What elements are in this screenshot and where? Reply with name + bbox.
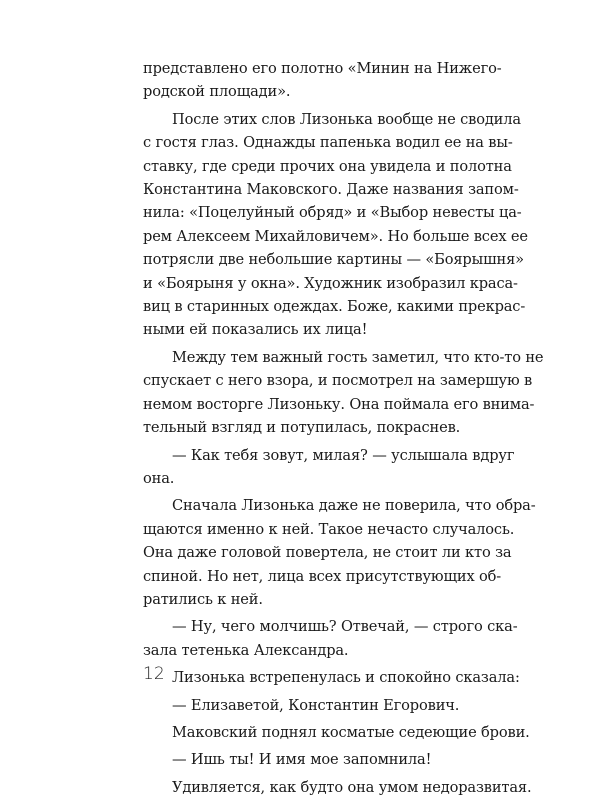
text-line: нила: «Поцелуйный обряд» и «Выбор невесты ца- bbox=[143, 204, 522, 222]
text-line: ными ей показались их лица! bbox=[143, 321, 368, 339]
paragraph bbox=[143, 666, 520, 689]
paragraph bbox=[143, 444, 515, 491]
text-line: — Ишь ты! И имя мое запомнила! bbox=[172, 751, 432, 769]
paragraph bbox=[143, 108, 528, 342]
book-page-text bbox=[143, 57, 544, 803]
text-line: После этих слов Лизонька вообще не сводила bbox=[172, 110, 521, 128]
text-line: представлено его полотно «Минин на Нижего- bbox=[143, 60, 502, 77]
text-line: Маковский поднял косматые седеющие брови. bbox=[172, 723, 530, 741]
text-line: Она даже головой повертела, не стоит ли кто за bbox=[143, 544, 512, 562]
paragraph bbox=[143, 748, 487, 771]
paragraph bbox=[143, 615, 518, 662]
paragraph bbox=[143, 776, 532, 799]
text-line: с гостя глаз. Однажды папенька водил ее на вы- bbox=[143, 134, 513, 152]
paragraph bbox=[143, 694, 487, 717]
paragraph bbox=[143, 57, 502, 104]
text-line: ставку, где среди прочих она увидела и полотна bbox=[143, 157, 512, 175]
text-line: потрясли две небольшие картины — «Боярышня» bbox=[143, 251, 524, 269]
text-line: спускает с него взора, и посмотрел на замершую в bbox=[143, 372, 533, 390]
text-line: ратились к ней. bbox=[143, 590, 263, 608]
text-line: — Как тебя зовут, милая? — услышала вдруг bbox=[172, 446, 515, 464]
text-line: немом восторге Лизоньку. Она поймала его внима- bbox=[143, 395, 535, 413]
text-line: Константина Маковского. Даже названия запом- bbox=[143, 181, 519, 199]
paragraph bbox=[143, 721, 530, 744]
text-line: Между тем важный гость заметил, что кто-то не bbox=[172, 348, 544, 366]
text-line: рем Алексеем Михайловичем». Но больше всех ее bbox=[143, 227, 528, 245]
paragraph bbox=[143, 346, 544, 440]
page-number: 12 bbox=[143, 664, 165, 684]
text-line: — Ну, чего молчишь? Отвечай, — строго ска- bbox=[172, 618, 518, 636]
text-line: она. bbox=[143, 469, 175, 487]
text-line: спиной. Но нет, лица всех присутствующих об- bbox=[143, 567, 502, 585]
text-line: щаются именно к ней. Такое нечасто случалось. bbox=[143, 520, 515, 538]
text-line: Сначала Лизонька даже не поверила, что обра- bbox=[172, 497, 536, 515]
text-line: и «Боярыня у окна». Художник изобразил краса- bbox=[143, 274, 518, 292]
paragraph bbox=[143, 494, 536, 611]
text-line: родской площади». bbox=[143, 83, 291, 101]
text-line: зала тетенька Александра. bbox=[143, 641, 349, 659]
text-line: тельный взгляд и потупилась, покраснев. bbox=[143, 419, 461, 437]
text-line: — Елизаветой, Константин Егорович. bbox=[172, 696, 460, 714]
text-line: Лизонька встрепенулась и спокойно сказала: bbox=[172, 669, 520, 687]
text-line: виц в старинных одеждах. Боже, какими прекрас- bbox=[143, 298, 526, 316]
text-line: Удивляется, как будто она умом недоразвитая. bbox=[172, 778, 532, 796]
